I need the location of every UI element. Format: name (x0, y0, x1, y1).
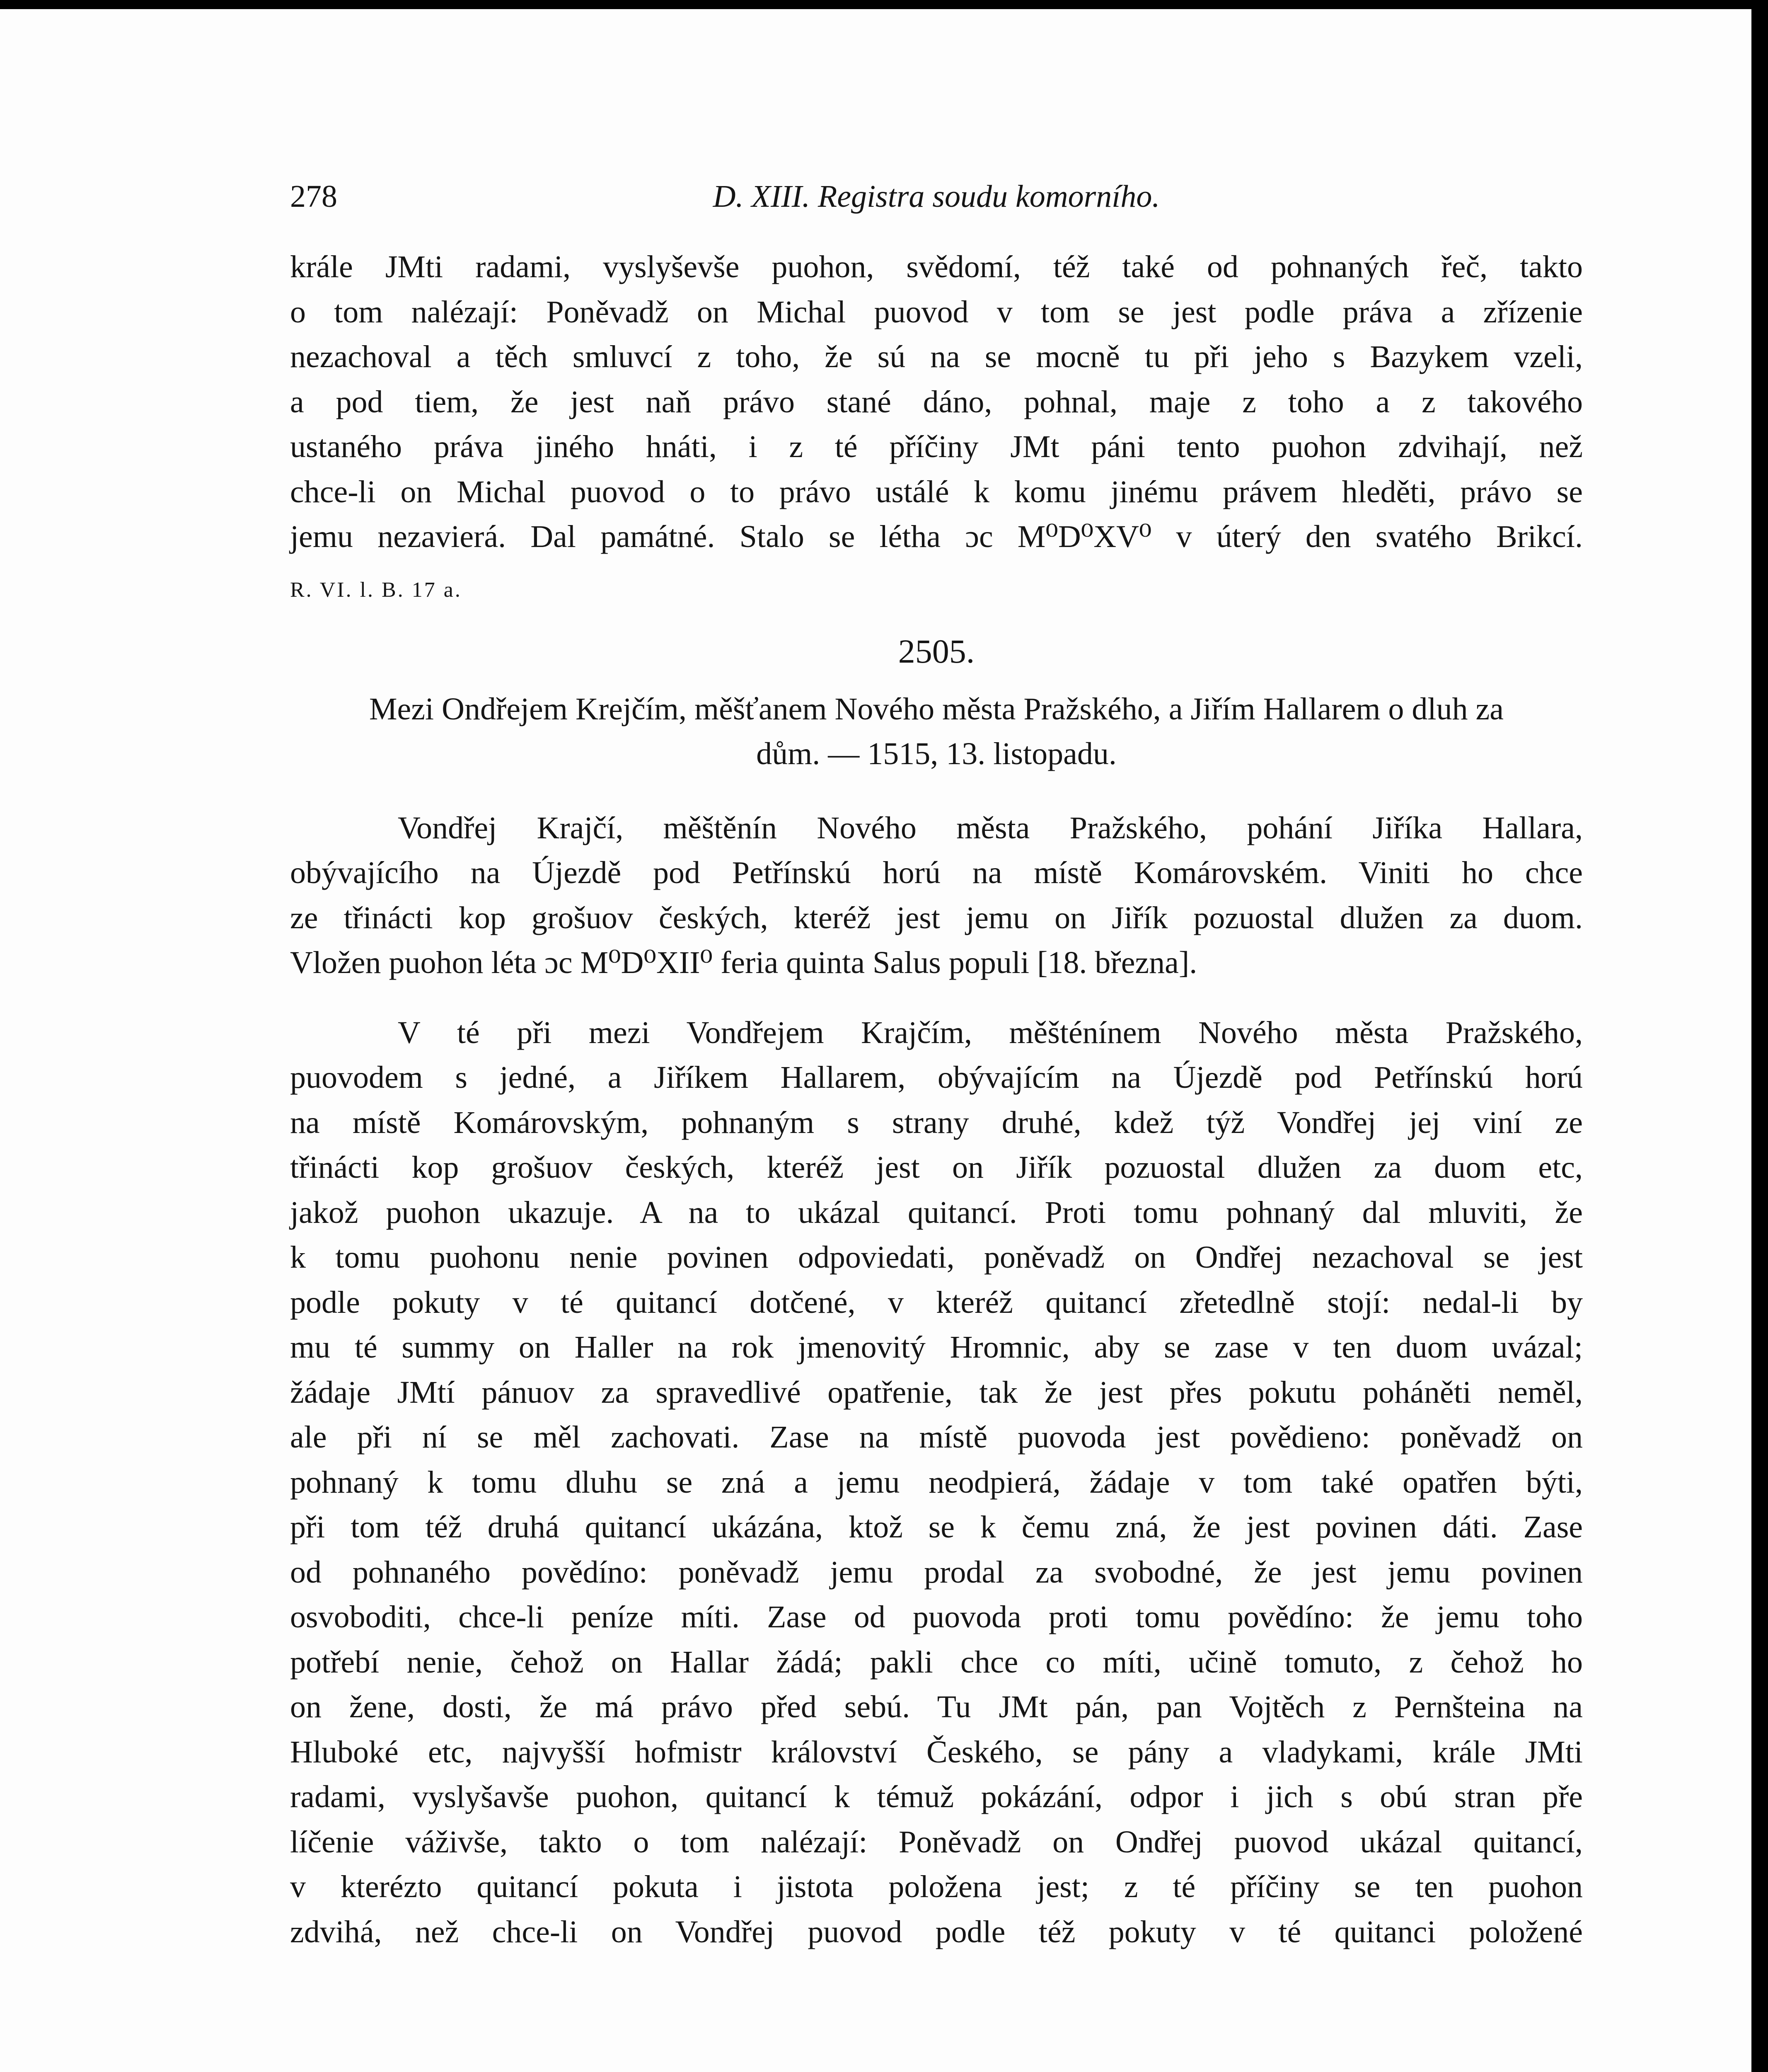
text-line: od pohnaného povědíno: poněvadž jemu prodal za svobodné, že jest jemu povinen (290, 1554, 1583, 1590)
text-line: o tom nalézají: Poněvadž on Michal puovod v tom se jest podle práva a zřízenie (290, 294, 1583, 329)
text-line: Vondřej Krajčí, měštěnín Nového města Pražského, pohání Jiříka Hallara, (398, 810, 1583, 845)
paragraph-verdict (290, 1010, 1583, 1955)
text-line: v kterézto quitancí pokuta i jistota položena jest; z té příčiny se ten puohon (290, 1869, 1583, 1904)
text-line: ale při ní se měl zachovati. Zase na místě puovoda jest povědieno: poněvadž on (290, 1420, 1583, 1455)
text-line: pohnaný k tomu dluhu se zná a jemu neodpierá, žádaje v tom také opatřen býti, (290, 1464, 1583, 1500)
text-line: ustaného práva jiného hnáti, i z té příčiny JMt páni tento puohon zdvihají, než (290, 429, 1583, 464)
paragraph-gap (290, 985, 1583, 1010)
text-line: potřebí nenie, čehož on Hallar žádá; pakli chce co míti, učině tomuto, z čehož ho (290, 1644, 1583, 1680)
running-title: D. XIII. Registra soudu komorního. (713, 179, 1160, 214)
text-line: nezachoval a těch smluvcí z toho, že sú na se mocně tu při jeho s Bazykem vzeli, (290, 339, 1583, 374)
text-line: krále JMti radami, vyslyševše puohon, svědomí, též také od pohnaných řeč, takto (290, 249, 1583, 284)
text-line: Vložen puohon léta ɔc M⁰D⁰XII⁰ feria quinta Salus populi [18. března]. (290, 945, 1197, 980)
text-line: jakož puohon ukazuje. A na to ukázal quitancí. Proti tomu pohnaný dal mluviti, že (290, 1195, 1583, 1230)
text-line: třinácti kop grošuov českých, kteréž jest on Jiřík pozuostal dlužen za duom etc, (290, 1150, 1583, 1185)
text-line: radami, vyslyšavše puohon, quitancí k témuž pokázání, odpor i jich s obú stran pře (290, 1779, 1583, 1814)
text-line: chce-li on Michal puovod o to právo ustálé k komu jinému právem hleděti, právo se (290, 474, 1583, 509)
text-line: mu té summy on Haller na rok jmenovitý Hromnic, aby se zase v ten duom uvázal; (290, 1330, 1583, 1365)
text-line: při tom též druhá quitancí ukázána, ktož se k čemu zná, že jest povinen dáti. Zase (290, 1510, 1583, 1544)
text-line: na místě Komárovským, pohnaným s strany druhé, kdež týž Vondřej jej viní ze (290, 1105, 1583, 1140)
document-summary (290, 687, 1583, 777)
page-header (290, 174, 1583, 220)
text-line: žádaje JMtí pánuov za spravedlivé opatřenie, tak že jest přes pokutu poháněti neměl, (290, 1375, 1583, 1410)
summary-line: Mezi Ondřejem Krejčím, měšťanem Nového města Pražského, a Jiřím Hallarem o dluh za (369, 691, 1504, 726)
page-number: 278 (290, 179, 337, 214)
text-line: k tomu puohonu nenie povinen odpoviedati, poněvadž on Ondřej nezachoval se jest (290, 1240, 1583, 1275)
text-line: osvoboditi, chce-li peníze míti. Zase od puovoda proti tomu povědíno: že jemu toho (290, 1600, 1583, 1634)
document-page (290, 174, 1583, 1954)
text-line: obývajícího na Újezdě pod Petřínskú horú na místě Komárovském. Viniti ho chce (290, 855, 1583, 890)
text-line: podle pokuty v té quitancí dotčené, v kteréž quitancí zřetedlně stojí: nedal-li by (290, 1285, 1583, 1320)
text-line: zdvihá, než chce-li on Vondřej puovod podle též pokuty v té quitanci položené (290, 1914, 1583, 1949)
text-line: Hluboké etc, najvyšší hofmistr království Českého, se pány a vladykami, krále JMti (290, 1734, 1583, 1769)
text-line: jemu nezavierá. Dal památné. Stalo se létha ɔc M⁰D⁰XV⁰ v úterý den svatého Brikcí. (290, 519, 1583, 554)
text-line: líčenie váživše, takto o tom nalézají: Poněvadž on Ondřej puovod ukázal quitancí, (290, 1824, 1583, 1859)
text-line: on žene, dosti, že má právo před sebú. Tu JMt pán, pan Vojtěch z Pernšteina na (290, 1690, 1583, 1724)
source-citation: R. VI. l. B. 17 a. (290, 578, 462, 602)
paragraph-summons (290, 806, 1583, 985)
text-line: a pod tiem, že jest naň právo stané dáno, pohnal, maje z toho a z takového (290, 384, 1583, 419)
text-line: puovodem s jedné, a Jiříkem Hallarem, obývajícím na Újezdě pod Petřínskú horú (290, 1060, 1583, 1095)
text-line: V té při mezi Vondřejem Krajčím, měšténínem Nového města Pražského, (398, 1015, 1583, 1050)
summary-line: dům. — 1515, 13. listopadu. (756, 736, 1117, 771)
text-line: ze třinácti kop grošuov českých, kteréž jest jemu on Jiřík pozuostal dlužen za duom. (290, 900, 1583, 935)
document-number: 2505. (898, 632, 975, 670)
paragraph-continuation (290, 244, 1583, 559)
